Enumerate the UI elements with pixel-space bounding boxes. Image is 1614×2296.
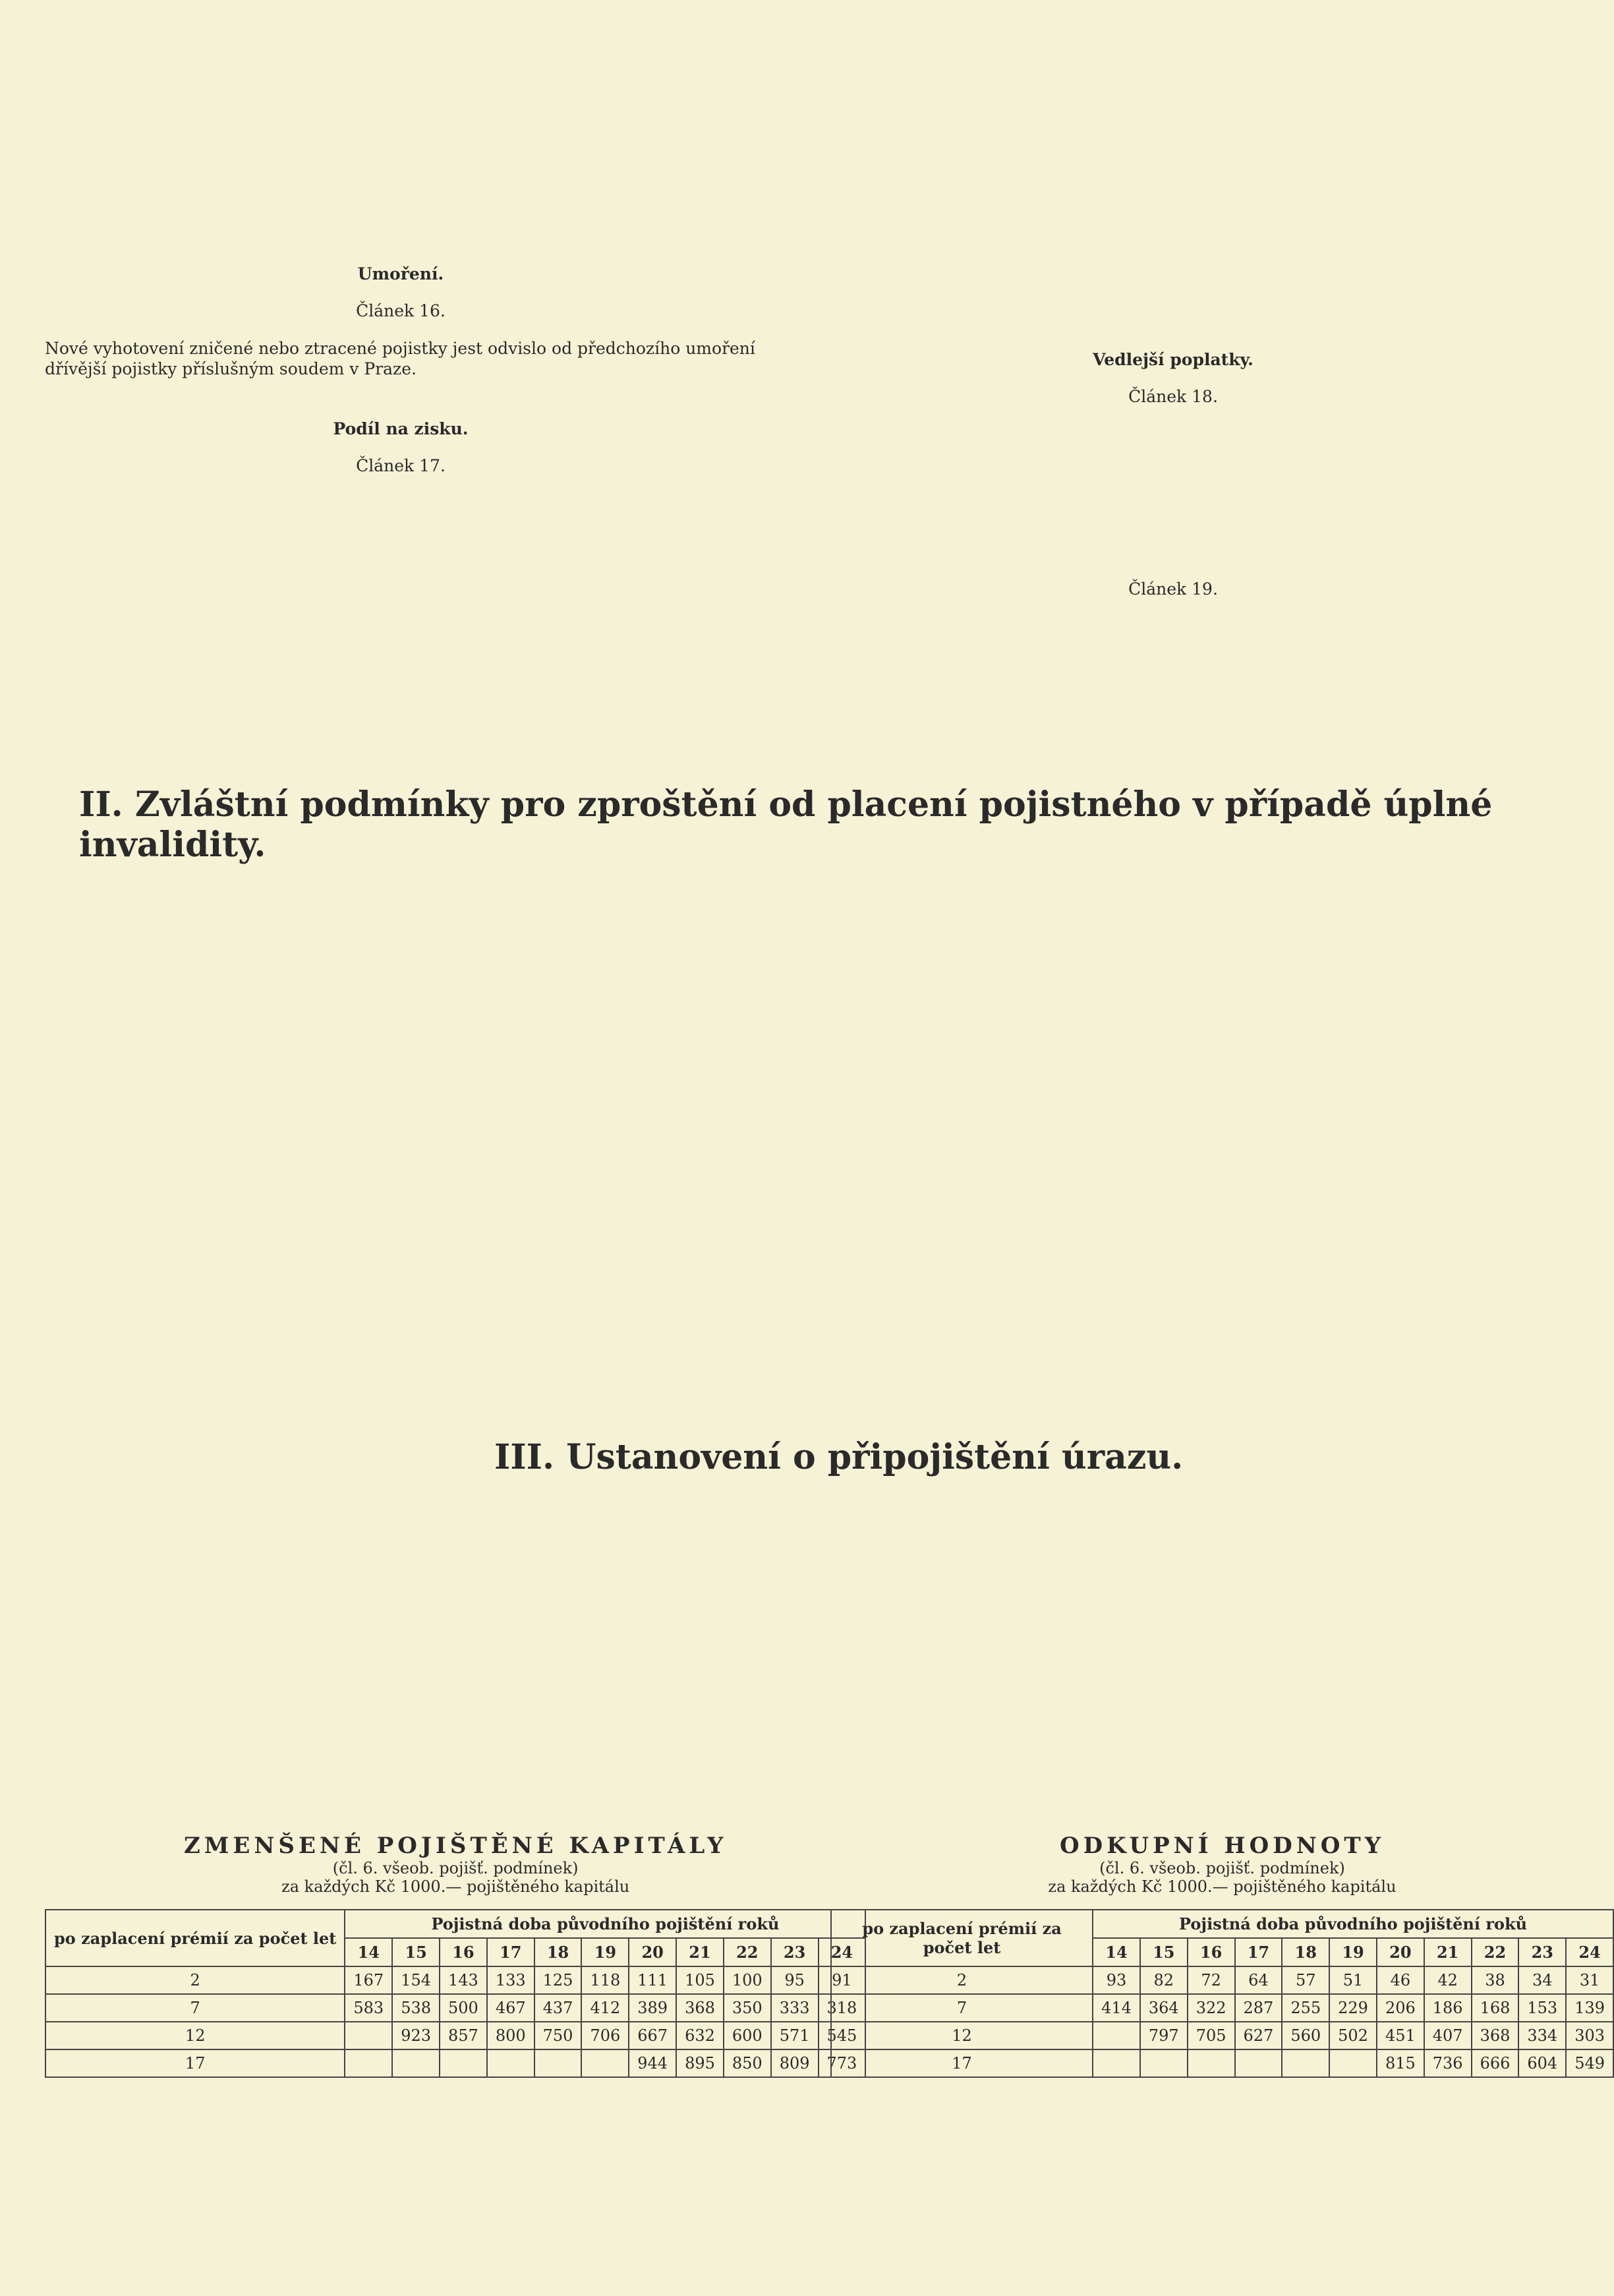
table-cell: 923 (392, 2022, 440, 2049)
row-header: po zaplacení prémií za počet let (45, 1910, 345, 1966)
table-cell: 451 (1377, 2022, 1424, 2049)
table-cell: 168 (1472, 1994, 1519, 2022)
year-cell: 20 (629, 1938, 676, 1966)
table-cell: 368 (1472, 2022, 1519, 2049)
article-16-text: Nové vyhotovení zničené nebo ztracené pojistky jest odvislo od předchozího umoření dřívější pojistky příslušným soudem v Praze. (45, 338, 755, 378)
year-cell: 18 (1282, 1938, 1329, 1966)
year-cell: 21 (676, 1938, 724, 1966)
table-cell (345, 2022, 392, 2049)
table-cell: 72 (1188, 1966, 1235, 1994)
table-cell: 545 (819, 2022, 866, 2049)
table-cell: 206 (1377, 1994, 1424, 2022)
table-cell (392, 2049, 440, 2077)
table-cell: 287 (1235, 1994, 1283, 2022)
table-cell: 705 (1188, 2022, 1235, 2049)
table-cell: 549 (1566, 2049, 1613, 2077)
table-cell: 389 (629, 1994, 676, 2022)
section-3-title: III. Ustanovení o připojištění úrazu. (494, 1437, 1184, 1477)
table-cell: 91 (819, 1966, 866, 1994)
table-cell: 333 (771, 1994, 819, 2022)
table-cell: 857 (440, 2022, 487, 2049)
table-cell: 437 (534, 1994, 582, 2022)
year-cell: 22 (1472, 1938, 1519, 1966)
table-cell: 773 (819, 2049, 866, 2077)
table-cell (581, 2049, 629, 2077)
table-cell: 350 (724, 1994, 771, 2022)
table-cell: 318 (819, 1994, 866, 2022)
year-cell: 16 (440, 1938, 487, 1966)
table-cell (1093, 2022, 1140, 2049)
table-cell: 38 (1472, 1966, 1519, 1994)
table-cell: 111 (629, 1966, 676, 1994)
table-cell: 583 (345, 1994, 392, 2022)
table-cell: 706 (581, 2022, 629, 2049)
table-cell: 604 (1518, 2049, 1566, 2077)
heading-vedlejsi: Vedlejší poplatky. (1093, 350, 1254, 369)
table-cell: 809 (771, 2049, 819, 2077)
table-cell: 186 (1424, 1994, 1472, 2022)
table-cell: 17 (45, 2049, 345, 2077)
table-cell: 93 (1093, 1966, 1140, 1994)
year-cell: 17 (487, 1938, 534, 1966)
table-cell: 153 (1518, 1994, 1566, 2022)
table-cell: 944 (629, 2049, 676, 2077)
table-cell: 95 (771, 1966, 819, 1994)
table-cell: 118 (581, 1966, 629, 1994)
year-cell: 14 (1093, 1938, 1140, 1966)
section-2-title: II. Zvláštní podmínky pro zproštění od placení pojistného v případě úplné invalidity. (79, 784, 1493, 865)
col-header: Pojistná doba původního pojištění roků (1093, 1910, 1613, 1938)
article-17-heading: Článek 17. (356, 456, 446, 476)
table-cell: 57 (1282, 1966, 1329, 1994)
table-cell: 502 (1329, 2022, 1377, 2049)
table-cell: 31 (1566, 1966, 1613, 1994)
table-cell: 143 (440, 1966, 487, 1994)
table-cell: 46 (1377, 1966, 1424, 1994)
article-19-heading: Článek 19. (1128, 579, 1218, 599)
table-odkupni-hodnoty (830, 1833, 1614, 2078)
table-cell: 571 (771, 2022, 819, 2049)
table-cell: 800 (487, 2022, 534, 2049)
table-cell: 105 (676, 1966, 724, 1994)
table-cell: 538 (392, 1994, 440, 2022)
table-cell: 51 (1329, 1966, 1377, 1994)
table-cell: 34 (1518, 1966, 1566, 1994)
table-cell: 750 (534, 2022, 582, 2049)
table-cell: 368 (676, 1994, 724, 2022)
row-header: po zaplacení prémií za počet let (831, 1910, 1093, 1966)
table1-title: ZMENŠENÉ POJIŠTĚNÉ KAPITÁLY (183, 1833, 728, 1859)
table-row (831, 1966, 1613, 1994)
table-cell (534, 2049, 582, 2077)
table-cell: 334 (1518, 2022, 1566, 2049)
table-cell: 2 (831, 1966, 1093, 1994)
table-cell (1282, 2049, 1329, 2077)
table-cell: 364 (1140, 1994, 1188, 2022)
table-cell: 407 (1424, 2022, 1472, 2049)
table-cell: 229 (1329, 1994, 1377, 2022)
table-row (831, 1994, 1613, 2022)
table-cell: 322 (1188, 1994, 1235, 2022)
table-row (831, 2022, 1613, 2049)
table-cell (1188, 2049, 1235, 2077)
year-cell: 14 (345, 1938, 392, 1966)
table-zmensene-kapitaly (45, 1833, 866, 2078)
year-cell: 19 (1329, 1938, 1377, 1966)
table1-sub2: za každých Kč 1000.— pojištěného kapitálu (281, 1877, 630, 1896)
table-cell: 17 (831, 2049, 1093, 2077)
table-cell: 467 (487, 1994, 534, 2022)
table-cell: 895 (676, 2049, 724, 2077)
table-row (45, 2049, 865, 2077)
table-cell: 125 (534, 1966, 582, 1994)
table-row (45, 1966, 865, 1994)
table-cell: 797 (1140, 2022, 1188, 2049)
table-row (45, 2022, 865, 2049)
year-cell: 21 (1424, 1938, 1472, 1966)
table-cell: 12 (831, 2022, 1093, 2049)
table-cell: 100 (724, 1966, 771, 1994)
table1-sub1: (čl. 6. všeob. pojišť. podmínek) (332, 1859, 579, 1877)
table-cell (1093, 2049, 1140, 2077)
table-cell: 850 (724, 2049, 771, 2077)
table2-sub2: za každých Kč 1000.— pojištěného kapitálu (1048, 1877, 1397, 1896)
table-row (45, 1994, 865, 2022)
table-cell: 560 (1282, 2022, 1329, 2049)
table-cell: 414 (1093, 1994, 1140, 2022)
table-cell: 632 (676, 2022, 724, 2049)
year-cell: 22 (724, 1938, 771, 1966)
table-row (831, 2049, 1613, 2077)
year-cell: 15 (1140, 1938, 1188, 1966)
article-16-heading: Článek 16. (356, 301, 446, 321)
table-cell: 154 (392, 1966, 440, 1994)
table-cell: 500 (440, 1994, 487, 2022)
table-cell: 12 (45, 2022, 345, 2049)
table-cell: 736 (1424, 2049, 1472, 2077)
table-cell: 139 (1566, 1994, 1613, 2022)
table-cell (440, 2049, 487, 2077)
table-cell (1235, 2049, 1283, 2077)
year-cell: 24 (819, 1938, 866, 1966)
year-cell: 24 (1566, 1938, 1613, 1966)
year-cell: 23 (771, 1938, 819, 1966)
article-18-heading: Článek 18. (1128, 387, 1218, 407)
year-cell: 15 (392, 1938, 440, 1966)
heading-podil: Podíl na zisku. (333, 419, 469, 438)
table1 (45, 1909, 866, 2078)
year-cell: 20 (1377, 1938, 1424, 1966)
table-cell: 133 (487, 1966, 534, 1994)
table-cell: 7 (831, 1994, 1093, 2022)
table-cell: 82 (1140, 1966, 1188, 1994)
table2 (830, 1909, 1614, 2078)
table-cell: 2 (45, 1966, 345, 1994)
table-cell: 667 (629, 2022, 676, 2049)
column-left (45, 112, 757, 493)
year-cell: 19 (581, 1938, 629, 1966)
column-right (817, 112, 1529, 616)
table-cell: 627 (1235, 2022, 1283, 2049)
table-cell: 167 (345, 1966, 392, 1994)
year-cell: 16 (1188, 1938, 1235, 1966)
year-cell: 17 (1235, 1938, 1283, 1966)
table-cell: 7 (45, 1994, 345, 2022)
table-cell (1140, 2049, 1188, 2077)
year-cell: 18 (534, 1938, 582, 1966)
table2-title: ODKUPNÍ HODNOTY (1060, 1833, 1385, 1859)
table-cell: 666 (1472, 2049, 1519, 2077)
table-cell: 600 (724, 2022, 771, 2049)
table2-sub1: (čl. 6. všeob. pojišť. podmínek) (1099, 1859, 1345, 1877)
year-cell: 23 (1518, 1938, 1566, 1966)
table-cell: 255 (1282, 1994, 1329, 2022)
table-cell (487, 2049, 534, 2077)
table-cell: 42 (1424, 1966, 1472, 1994)
table-cell: 64 (1235, 1966, 1283, 1994)
heading-umoreni: Umoření. (357, 264, 444, 283)
table-cell: 303 (1566, 2022, 1613, 2049)
table-cell (345, 2049, 392, 2077)
table-cell: 815 (1377, 2049, 1424, 2077)
table-cell (1329, 2049, 1377, 2077)
col-header: Pojistná doba původního pojištění roků (345, 1910, 865, 1938)
table-cell: 412 (581, 1994, 629, 2022)
